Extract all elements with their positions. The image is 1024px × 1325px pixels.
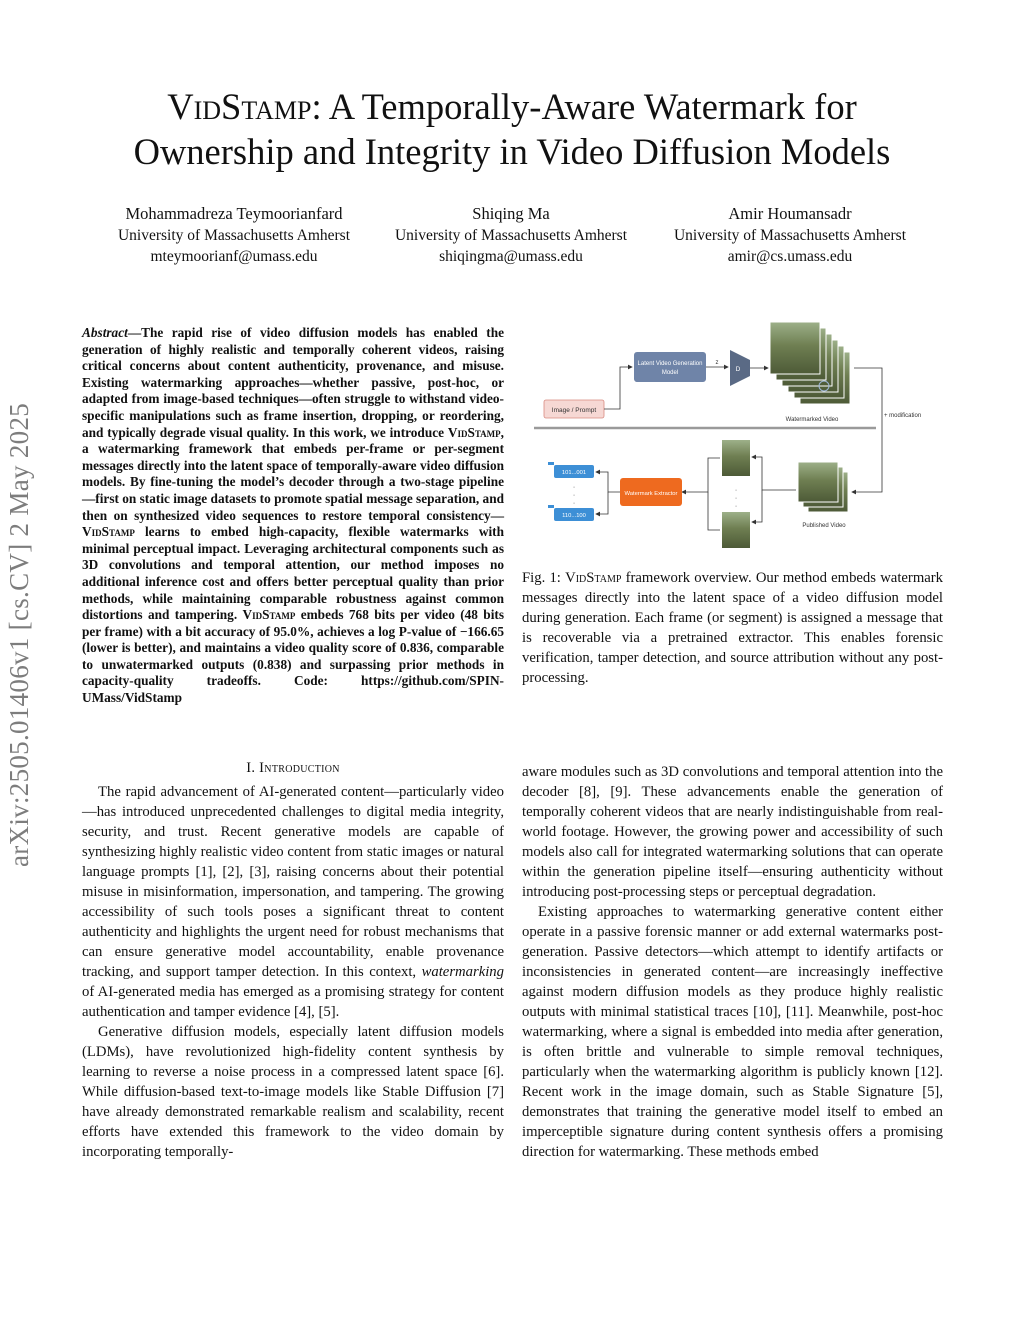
- author-email: shiqingma@umass.edu: [439, 248, 583, 265]
- published-video-label: Published Video: [802, 523, 846, 529]
- modification-label: + modification: [884, 413, 922, 419]
- abstract-text: —The rapid rise of video diffusion models has enabled the generation of highly realistic and temporally coherent videos, raising critical concerns about content authenticity, provenance, and misuse. Existing watermarking approaches—whether passive, post-hoc, or adapted from image-based techniques—often struggle to withstand video-specific manipulations such as frame insertion, dropping, or reordering, and typically degrade visual quality. In this work, we introduce: [82, 325, 504, 440]
- method-name: VidStamp: [242, 607, 296, 623]
- title-method-name: VidStamp: [167, 86, 312, 127]
- figure-framework-diagram: [522, 322, 943, 554]
- title-line2: Ownership and Integrity in Video Diffusion Models: [133, 131, 891, 172]
- decoder-label: D: [735, 366, 741, 373]
- message-key-icon: [548, 462, 554, 465]
- paper-title: [60, 84, 964, 174]
- intro-paragraph: aware modules such as 3D convolutions and temporal attention into the decoder [8], [9]. These advancements enable the generation of temporally coherent videos that are nearly indistinguishable from real-world footage. However, the growing power and accessibility of such models also call for integrated watermarking solutions that can operate within the generation pipeline itself—ensuring authenticity without introducing post-processing steps or perceptual degradation.: [522, 764, 943, 900]
- author-affiliation: University of Massachusetts Amherst: [117, 227, 351, 244]
- author-affiliation: University of Massachusetts Amherst: [394, 227, 628, 244]
- arrow-frames-to-extractor: [682, 458, 720, 492]
- arrow-modification: [852, 368, 882, 492]
- intro-paragraph: [82, 782, 504, 1022]
- author-block: [89, 203, 379, 267]
- abstract-text: , a watermarking framework that embeds per-frame or per-segment messages directly into the latent space of temporally-aware video diffusion models. By fine-tuning the model’s decoder through a two-stage pipeline—first on static image datasets to promote spatial message separation, and then on synthesized video sequences to restore temporal consistency—: [82, 424, 504, 523]
- section-heading-introduction: I. Introduction: [246, 760, 340, 776]
- abstract-text: learns to embed high-capacity, flexible watermarks with minimal perceptual impact. Leveraging architectural components such as 3D convolutions and temporal attention, our method imposes no additional inference cost and offers better perceptual quality than prior methods, while maintaining comparable robustness against common distortions and tampering.: [82, 524, 504, 623]
- published-video-frames: [798, 462, 848, 512]
- figure-caption: [522, 568, 943, 689]
- framework-diagram-svg: [522, 322, 943, 554]
- caption-text: framework overview. Our method embeds watermark messages directly into the latent space of a video diffusion model during generation. Each frame (or segment) is assigned a message that is recoverable via a pretrained extractor. This enables forensic verification, tamper detection, and source attribution without any post-processing.: [522, 570, 943, 687]
- ellipsis-dots: ·: [734, 487, 738, 494]
- intro-paragraph: Generative diffusion models, especially latent diffusion models (LDMs), have revolutionized high-fidelity content synthesis by learning to reverse a noise process in a compressed latent space [6]. While diffusion-based text-to-image models like Stable Diffusion [7] have already demonstrated remarkable realism and scalability, recent efforts have extended this framework to the video domain by incorporating temporally-: [82, 1024, 504, 1160]
- author-name: Shiqing Ma: [472, 204, 550, 223]
- arrow-prompt-to-model: [604, 367, 632, 409]
- latent-z-label: z: [715, 360, 719, 366]
- watermarked-video-frames: [770, 322, 850, 404]
- ellipsis-dots: ·: [572, 500, 576, 507]
- ellipsis-dots: ·: [734, 495, 738, 502]
- intro-left-column: [82, 782, 504, 1162]
- ellipsis-dots: ·: [572, 492, 576, 499]
- paragraph-text: of AI-generated media has emerged as a promising strategy for content authentication and tamper evidence [4], [5].: [82, 984, 504, 1020]
- single-frame-top: [722, 440, 750, 476]
- author-block: [645, 203, 935, 267]
- intro-paragraph: Existing approaches to watermarking generative content either operate in a passive forensic manner or add external watermarks post-generation. Passive detectors—which attempt to identify artifacts or inconsistencies in generated content—are increasingly ineffective against modern diffusion models as they produce highly realistic outputs with minimal statistical traces [10], [11]. Meanwhile, post-hoc watermarking, where a signal is embedded into media after generation, is often brittle and vulnerable to simple removal techniques, particularly when the watermarking algorithm is publicly known [12]. Recent work in the image domain, such as Stable Signature [5], demonstrates that training the generative model itself to embed an imperceptible signature during content synthesis offers a promising direction for watermarking. These methods embed: [522, 904, 943, 1160]
- latent-model-label-line1: Latent Video Generation: [637, 361, 703, 367]
- author-email: mteymoorianf@umass.edu: [150, 248, 318, 265]
- author-affiliation: University of Massachusetts Amherst: [673, 227, 907, 244]
- arrow-split-frames: [752, 490, 762, 522]
- arrow-extractor-to-messages: [596, 472, 620, 492]
- video-frame: [798, 462, 838, 502]
- extractor-label: Watermark Extractor: [624, 491, 678, 497]
- method-name: VidStamp: [447, 424, 501, 440]
- caption-prefix: Fig. 1:: [522, 570, 566, 586]
- latent-model-label-line2: Model: [661, 370, 679, 376]
- intro-right-column: [522, 762, 943, 1162]
- author-email: amir@cs.umass.edu: [727, 248, 853, 265]
- paragraph-emphasis: watermarking: [421, 964, 504, 980]
- abstract-text: embeds 768 bits per video (48 bits per frame) with a bit accuracy of 95.0%, achieves a log P-value of −166.65 (lower is better), and maintains a video quality score of 0.836, comparable to unwatermarked outputs (0.838) and surpassing prior methods in capacity-quality tradeoffs. Code: https://github.com/SPIN-UMass/VidStamp: [82, 607, 504, 706]
- video-frame: [770, 322, 820, 374]
- message-bits-top: 101...001: [561, 470, 587, 476]
- paragraph-text: The rapid advancement of AI-generated content—particularly video—has introduced unprecedented challenges to digital media integrity, security, and trust. Recent generative models are capable of synthesizing highly realistic video content from static images or natural language prompts [1], [2], [3], raising concerns about their potential misuse in misinformation, impersonation, and tampering. The growing accessibility of such tools poses a significant threat to content authenticity and highlights the urgent need for robust mechanisms that can ensure generative model accountability, enable provenance tracking, and support tamper detection. In this context,: [82, 784, 504, 980]
- image-prompt-label: Image / Prompt: [551, 407, 597, 414]
- single-frame-bottom: [722, 512, 750, 548]
- message-bits-bottom: 110...100: [562, 513, 586, 519]
- author-block: [366, 203, 656, 267]
- arrow-extractor-to-messages: [596, 492, 608, 514]
- method-name: VidStamp: [565, 570, 622, 586]
- arrow-frames-to-extractor: [708, 492, 720, 530]
- ellipsis-dots: ·: [734, 503, 738, 510]
- title-line1-rest: : A Temporally-Aware Watermark for: [311, 86, 857, 127]
- latent-video-model-box: [634, 352, 706, 382]
- author-name: Mohammadreza Teymoorianfard: [125, 204, 343, 223]
- abstract-label: Abstract: [82, 325, 128, 340]
- arxiv-identifier: arXiv:2505.01406v1 [cs.CV] 2 May 2025: [4, 402, 34, 868]
- method-name: VidStamp: [82, 524, 135, 540]
- ellipsis-dots: ·: [572, 484, 576, 491]
- author-name: Amir Houmansadr: [728, 204, 852, 223]
- arrow-split-frames: [752, 457, 796, 490]
- message-key-icon: [548, 505, 554, 508]
- watermarked-video-label: Watermarked Video: [785, 417, 839, 423]
- abstract: [82, 325, 504, 707]
